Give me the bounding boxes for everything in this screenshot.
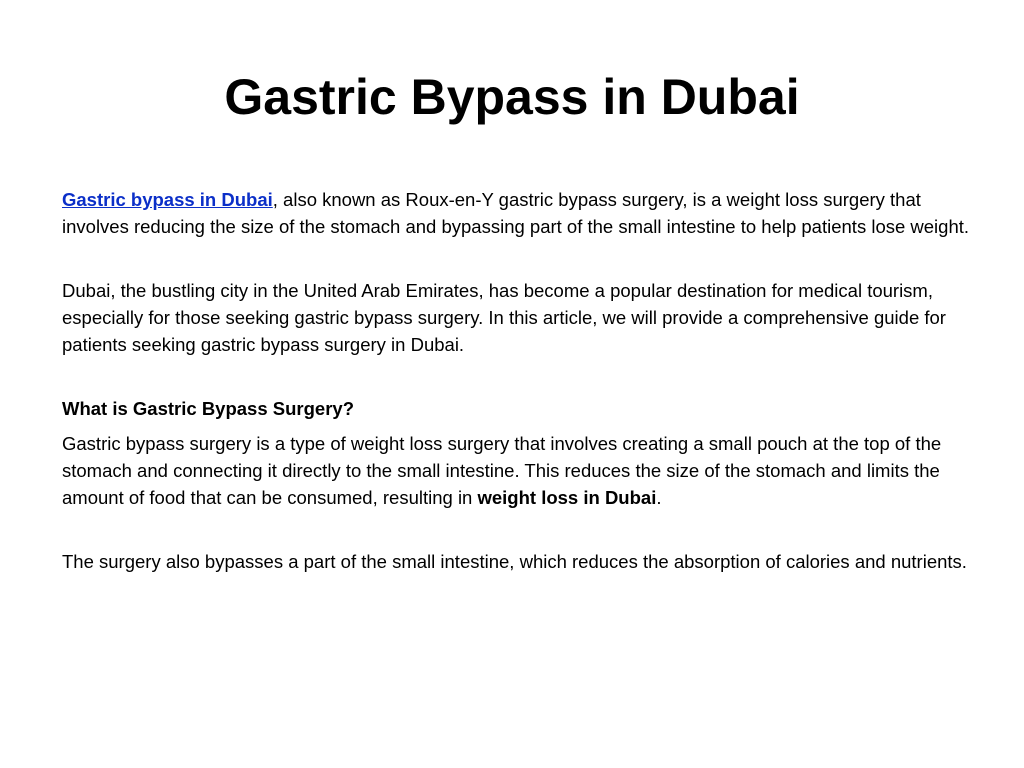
section-heading: What is Gastric Bypass Surgery? — [62, 398, 354, 419]
spacer — [62, 511, 972, 548]
spacer — [62, 240, 972, 277]
absorption-paragraph: The surgery also bypasses a part of the small intestine, which reduces the absorption of calories and nutrients. — [62, 551, 967, 572]
definition-paragraph-text: Gastric bypass surgery is a type of weight loss surgery that involves creating a small pouch at the top of the stomach and connecting it directly to the small intestine. This reduces the size of the stomach and limits the amount of food that can be consumed, resulting in — [62, 433, 942, 508]
definition-paragraph-end: . — [656, 487, 662, 508]
spacer — [62, 358, 972, 395]
weight-loss-bold-text: weight loss in Dubai — [477, 487, 657, 508]
definition-paragraph — [62, 430, 972, 511]
dubai-paragraph: Dubai, the bustling city in the United Arab Emirates, has become a popular destination for medical tourism, especially for those seeking gastric bypass surgery. In this article, we will provide a comprehensive guide for patients seeking gastric bypass surgery in Dubai. — [62, 280, 946, 355]
slide-title: Gastric Bypass in Dubai — [224, 69, 800, 125]
intro-paragraph-text: , also known as Roux-en-Y gastric bypass surgery, is a weight loss surgery that involves reducing the size of the stomach and bypassing part of the small intestine to help patients lose weight. — [62, 189, 970, 237]
gastric-bypass-link[interactable]: Gastric bypass in Dubai — [62, 189, 273, 210]
slide-body — [62, 186, 972, 575]
intro-paragraph — [62, 186, 972, 240]
spacer — [62, 422, 972, 430]
